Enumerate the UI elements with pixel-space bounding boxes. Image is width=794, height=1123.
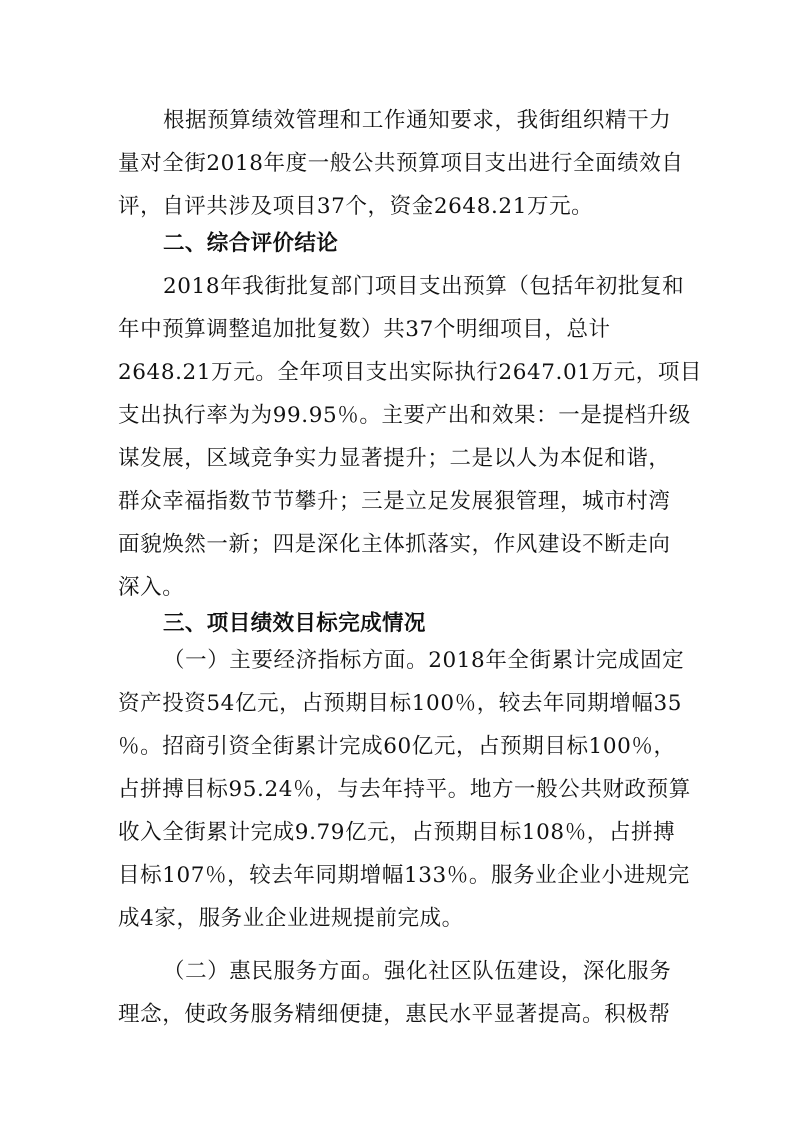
section3-part1-line-3: ％。招商引资全街累计完成60亿元，占预期目标100％， — [118, 734, 676, 759]
section2-line-3: 2648.21万元。全年项目支出实际执行2647.01万元，项目 — [118, 360, 703, 385]
section2-line-4: 支出执行率为为99.95％。主要产出和效果：一是提档升级 — [118, 403, 691, 428]
section2-line-2: 年中预算调整追加批复数）共37个明细项目，总计 — [118, 317, 611, 342]
section3-heading: 三、项目绩效目标完成情况 — [163, 611, 426, 636]
section2-heading: 二、综合评价结论 — [163, 231, 339, 256]
section3-part2-line-2: 理念，使政务服务精细便捷，惠民水平显著提高。积极帮 — [118, 1002, 671, 1027]
section2-line-5: 谋发展，区域竞争实力显著提升；二是以人为本促和谐， — [118, 446, 671, 471]
section3-part2-line-1: （二）惠民服务方面。强化社区队伍建设，深化服务 — [163, 959, 672, 984]
intro-line-2: 量对全街2018年度一般公共预算项目支出进行全面绩效自 — [118, 151, 684, 176]
section2-line-1: 2018年我街批复部门项目支出预算（包括年初批复和 — [163, 274, 685, 299]
section2-line-8: 深入。 — [118, 575, 185, 600]
intro-line-1: 根据预算绩效管理和工作通知要求，我街组织精干力 — [163, 108, 672, 133]
section3-part1-line-6: 目标107％，较去年同期增幅133％。服务业企业小进规完 — [118, 863, 690, 888]
section3-part1-line-7: 成4家，服务业企业进规提前完成。 — [118, 906, 464, 931]
section2-line-7: 面貌焕然一新；四是深化主体抓落实，作风建设不断走向 — [118, 532, 671, 557]
section3-part1-line-2: 资产投资54亿元，占预期目标100％，较去年同期增幅35 — [118, 691, 683, 716]
section3-part1-line-4: 占拼搏目标95.24％，与去年持平。地方一般公共财政预算 — [118, 777, 691, 802]
section3-part1-line-1: （一）主要经济指标方面。2018年全街累计完成固定 — [163, 648, 685, 673]
section2-line-6: 群众幸福指数节节攀升；三是立足发展狠管理，城市村湾 — [118, 489, 671, 514]
intro-line-3: 评，自评共涉及项目37个，资金2648.21万元。 — [118, 194, 594, 219]
section3-part1-line-5: 收入全街累计完成9.79亿元，占预期目标108％，占拼搏 — [118, 820, 676, 845]
